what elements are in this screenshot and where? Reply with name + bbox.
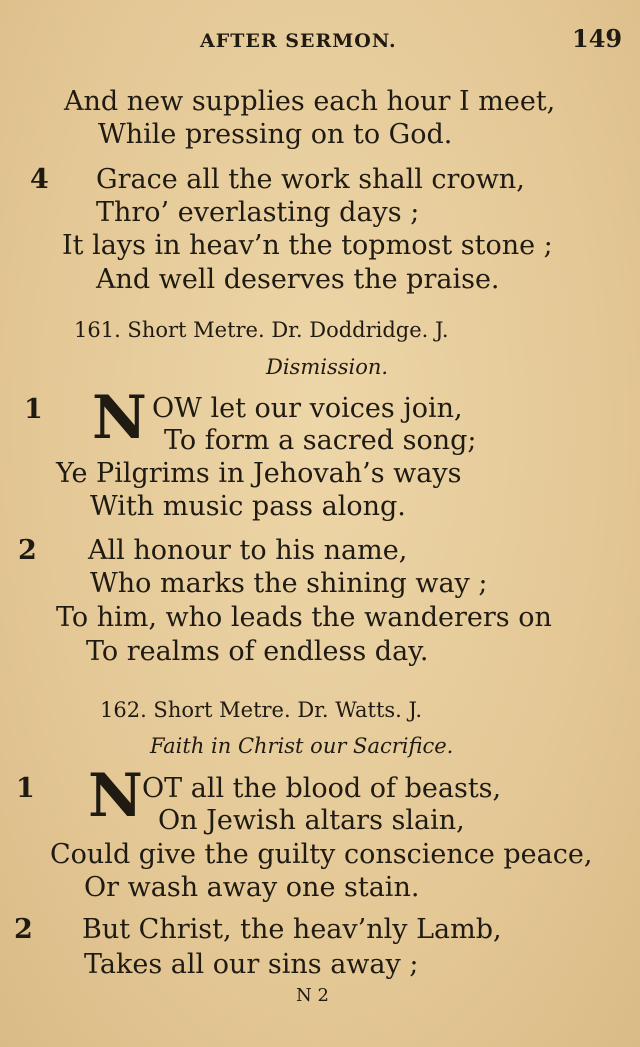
verse-line: All honour to his name, <box>88 535 408 566</box>
verse-line: While pressing on to God. <box>98 119 453 150</box>
verse-line: Who marks the shining way ; <box>90 568 488 599</box>
verse-number: 2 <box>14 914 33 945</box>
signature-mark: N 2 <box>296 985 329 1006</box>
verse-line: Ye Pilgrims in Jehovah’s ways <box>56 458 462 489</box>
verse-number: 4 <box>30 164 49 195</box>
verse-line: With music pass along. <box>90 491 406 522</box>
verse-line: To form a sacred song; <box>164 425 477 456</box>
hymn-heading: 161. Short Metre. Dr. Doddridge. J. <box>74 318 449 342</box>
verse-line: And well deserves the praise. <box>96 264 500 295</box>
verse-line: OW let our voices join, <box>152 393 463 424</box>
verse-line: To him, who leads the wanderers on <box>56 602 552 633</box>
hymn-subject: Dismission. <box>266 355 389 379</box>
running-title: AFTER SERMON. <box>200 30 397 52</box>
hymn-heading: 162. Short Metre. Dr. Watts. J. <box>100 698 422 722</box>
verse-line: Takes all our sins away ; <box>84 949 419 980</box>
verse-line: Thro’ everlasting days ; <box>96 197 420 228</box>
hymn-subject: Faith in Christ our Sacrifice. <box>150 734 454 758</box>
verse-line: It lays in heav’n the topmost stone ; <box>62 230 553 261</box>
verse-line: On Jewish altars slain, <box>158 805 465 836</box>
verse-line: To realms of endless day. <box>86 636 429 667</box>
verse-number: 1 <box>24 394 43 425</box>
verse-line: Or wash away one stain. <box>84 872 420 903</box>
verse-line: And new supplies each hour I meet, <box>64 86 556 117</box>
drop-cap: N <box>88 761 143 831</box>
verse-line: Could give the guilty conscience peace, <box>50 839 593 870</box>
verse-number: 1 <box>16 773 35 804</box>
verse-number: 2 <box>18 535 37 566</box>
verse-line: Grace all the work shall crown, <box>96 164 525 195</box>
verse-line: But Christ, the heav’nly Lamb, <box>82 914 502 945</box>
verse-line: OT all the blood of beasts, <box>142 773 502 804</box>
drop-cap: N <box>92 383 147 453</box>
page-number: 149 <box>572 24 623 53</box>
